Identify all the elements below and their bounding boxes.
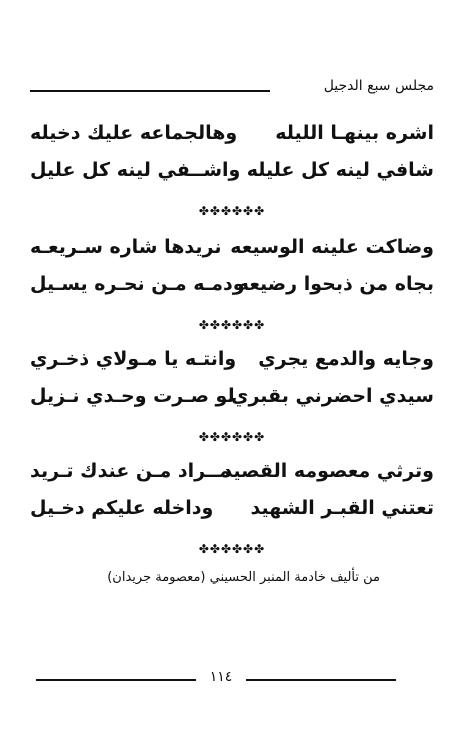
verse-line (30, 348, 434, 385)
stanza-2 (30, 236, 434, 310)
verse-second-hemistich: واشــفي لينه كل عليل (30, 159, 241, 181)
verse-line (30, 460, 434, 497)
ornament-divider: ✤✤✤✤✤✤ (198, 204, 266, 218)
verse-line (30, 497, 434, 534)
verse-line (30, 273, 434, 310)
stanza-4 (30, 460, 434, 534)
verse-second-hemistich: وانتـه يا مـولاي ذخـري (30, 348, 237, 370)
verse-first-hemistich: شافي لينه كل عليله (246, 159, 434, 181)
verse-second-hemistich: وداخله عليكم دخـيل (30, 497, 214, 519)
verse-second-hemistich: لو صـرت وحـدي نـزيل (30, 385, 235, 407)
running-header (30, 76, 434, 100)
verse-first-hemistich: وضاكت علينه الوسيعه (230, 236, 434, 258)
verse-second-hemistich: نريدها شاره سـريعـه (30, 236, 222, 258)
verse-first-hemistich: اشره بينهـا الليله (275, 122, 434, 144)
verse-first-hemistich: وجايه والدمع يجري (258, 348, 434, 370)
author-credit: من تأليف خادمة المنبر الحسيني (معصومة جريدان) (107, 570, 380, 585)
verse-first-hemistich: وترثي معصومه القصيد (222, 460, 434, 482)
footer-rule-left (36, 679, 196, 681)
verse-line (30, 236, 434, 273)
stanza-1 (30, 122, 434, 196)
header-title: مجلس سبع الدجيل (323, 78, 434, 94)
verse-line (30, 122, 434, 159)
verse-second-hemistich: ودمـه مـن نحـره يسـيل (30, 273, 245, 295)
verse-first-hemistich: سيدي احضرني بقبري (231, 385, 434, 407)
header-rule (30, 90, 270, 92)
verse-second-hemistich: مــراد مـن عندك تـريد (30, 460, 231, 482)
ornament-divider: ✤✤✤✤✤✤ (198, 318, 266, 332)
footer-rule-right (246, 679, 396, 681)
ornament-divider: ✤✤✤✤✤✤ (198, 430, 266, 444)
verse-line (30, 385, 434, 422)
verse-second-hemistich: وهالجماعه عليك دخيله (30, 122, 238, 144)
verse-first-hemistich: بجاه من ذبحوا رضيعه (237, 273, 434, 295)
verse-line (30, 159, 434, 196)
verse-first-hemistich: تعتني القبـر الشهيد (250, 497, 434, 519)
stanza-3 (30, 348, 434, 422)
page-number: ١١٤ (209, 669, 233, 685)
ornament-divider: ✤✤✤✤✤✤ (198, 542, 266, 556)
